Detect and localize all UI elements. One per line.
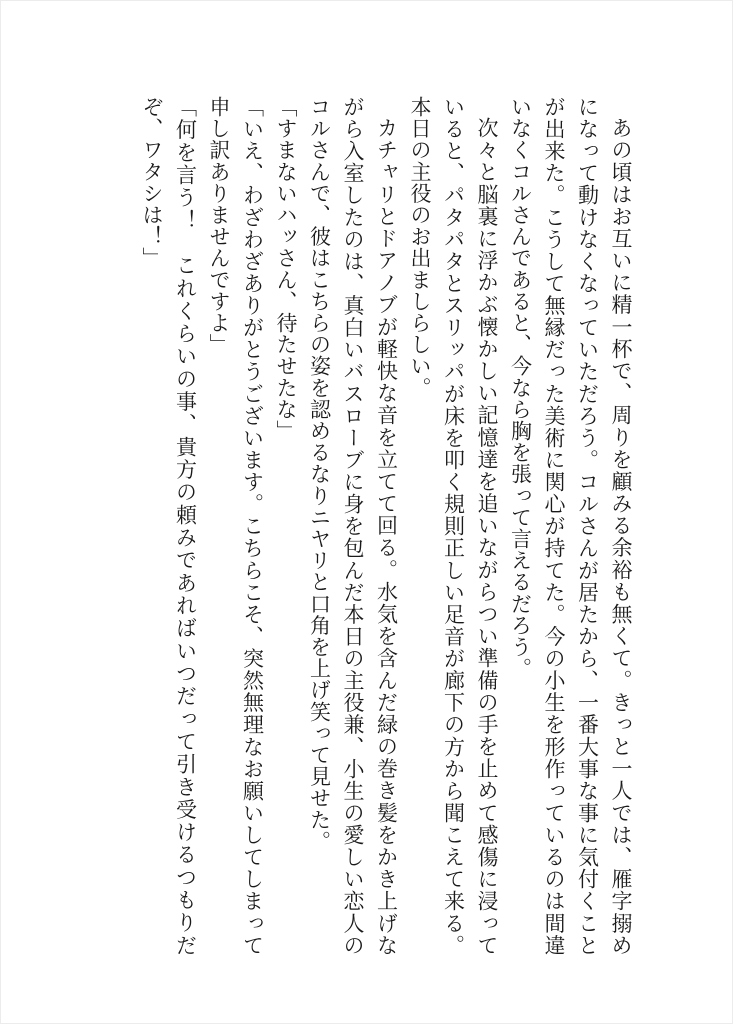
paragraph-3: カチャリとドアノブが軽快な音を立てて回る。水気を含んだ緑の巻き髪をかき上げながら入室したのは、真白いバスローブに身を包んだ本日の主役兼、小生の愛しい恋人のコルさんで、彼はこちらの姿を認めるなりニヤリと口角を上げ笑って見せた。: [307, 96, 399, 956]
dialog-line-3: 「何を言う！ これくらいの事、貴方の頼みであればいつだって引き受けるつもりだぞ、ワタシは！」: [140, 96, 198, 956]
dialog-line-2: 「いえ、わざわざありがとうございます。こちらこそ、突然無理なお願いしてしまって申し訳ありませんですよ」: [207, 96, 265, 956]
paragraph-2: 次々と脳裏に浮かぶ懐かしい記憶達を追いながらつい準備の手を止めて感傷に浸っていると、パタパタとスリッパが床を叩く規則正しい足音が廊下の方から聞こえて来る。本日の主役のお出ましらしい。: [408, 96, 499, 956]
dialog-line-1: 「すまないハッさん、待たせたな」: [274, 96, 298, 442]
paragraph-1: あの頃はお互いに精一杯で、周りを顧みる余裕も無くて。きっと一人では、雁字搦めになって動けなくなっていただろう。コルさんが居たから、一番大事な事に気付くことが出来た。こうして無縁だった美術に関心が持てた。今の小生を形作っているのは間違いなくコルさんであると、今なら胸を張って言えるだろう。: [508, 96, 633, 956]
vertical-text-block: [135, 96, 638, 956]
